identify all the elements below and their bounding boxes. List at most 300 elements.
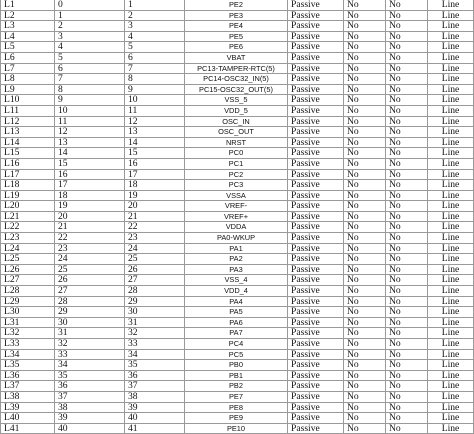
index-cell[interactable]: 24 bbox=[55, 254, 125, 264]
designator-cell[interactable]: L41 bbox=[0, 424, 55, 434]
electrical-type-cell[interactable]: Passive bbox=[288, 265, 344, 275]
pin-number-cell[interactable]: 26 bbox=[125, 265, 185, 275]
index-cell[interactable]: 1 bbox=[55, 11, 125, 21]
index-cell[interactable]: 27 bbox=[55, 286, 125, 296]
electrical-type-cell[interactable]: Passive bbox=[288, 170, 344, 180]
pin-number-cell[interactable]: 15 bbox=[125, 148, 185, 158]
pin-name-cell[interactable]: PA0-WKUP bbox=[185, 233, 288, 243]
shape-cell[interactable]: Line bbox=[428, 0, 474, 10]
hidden-cell[interactable]: No bbox=[344, 32, 386, 42]
pin-number-cell[interactable]: 17 bbox=[125, 170, 185, 180]
electrical-type-cell[interactable]: Passive bbox=[288, 148, 344, 158]
shape-cell[interactable]: Line bbox=[428, 254, 474, 264]
shape-cell[interactable]: Line bbox=[428, 413, 474, 423]
pin-number-cell[interactable]: 32 bbox=[125, 328, 185, 338]
designator-cell[interactable]: L27 bbox=[0, 275, 55, 285]
index-cell[interactable]: 2 bbox=[55, 21, 125, 31]
electrical-type-cell[interactable]: Passive bbox=[288, 424, 344, 434]
index-cell[interactable]: 10 bbox=[55, 106, 125, 116]
electrical-type-cell[interactable]: Passive bbox=[288, 297, 344, 307]
index-cell[interactable]: 28 bbox=[55, 297, 125, 307]
show-number-cell[interactable]: No bbox=[386, 11, 428, 21]
pin-name-cell[interactable]: PA7 bbox=[185, 328, 288, 338]
hidden-cell[interactable]: No bbox=[344, 180, 386, 190]
shape-cell[interactable]: Line bbox=[428, 201, 474, 211]
index-cell[interactable]: 30 bbox=[55, 318, 125, 328]
shape-cell[interactable]: Line bbox=[428, 21, 474, 31]
designator-cell[interactable]: L36 bbox=[0, 371, 55, 381]
show-number-cell[interactable]: No bbox=[386, 297, 428, 307]
pin-name-cell[interactable]: VDD_5 bbox=[185, 106, 288, 116]
shape-cell[interactable]: Line bbox=[428, 127, 474, 137]
pin-number-cell[interactable]: 31 bbox=[125, 318, 185, 328]
designator-cell[interactable]: L5 bbox=[0, 42, 55, 52]
electrical-type-cell[interactable]: Passive bbox=[288, 403, 344, 413]
electrical-type-cell[interactable]: Passive bbox=[288, 180, 344, 190]
show-number-cell[interactable]: No bbox=[386, 42, 428, 52]
electrical-type-cell[interactable]: Passive bbox=[288, 286, 344, 296]
shape-cell[interactable]: Line bbox=[428, 297, 474, 307]
show-number-cell[interactable]: No bbox=[386, 265, 428, 275]
pin-number-cell[interactable]: 12 bbox=[125, 117, 185, 127]
show-number-cell[interactable]: No bbox=[386, 360, 428, 370]
electrical-type-cell[interactable]: Passive bbox=[288, 85, 344, 95]
hidden-cell[interactable]: No bbox=[344, 413, 386, 423]
electrical-type-cell[interactable]: Passive bbox=[288, 413, 344, 423]
pin-number-cell[interactable]: 22 bbox=[125, 222, 185, 232]
pin-name-cell[interactable]: OSC_IN bbox=[185, 117, 288, 127]
index-cell[interactable]: 35 bbox=[55, 371, 125, 381]
shape-cell[interactable]: Line bbox=[428, 191, 474, 201]
electrical-type-cell[interactable]: Passive bbox=[288, 381, 344, 391]
pin-number-cell[interactable]: 38 bbox=[125, 392, 185, 402]
hidden-cell[interactable]: No bbox=[344, 233, 386, 243]
show-number-cell[interactable]: No bbox=[386, 339, 428, 349]
shape-cell[interactable]: Line bbox=[428, 286, 474, 296]
shape-cell[interactable]: Line bbox=[428, 180, 474, 190]
hidden-cell[interactable]: No bbox=[344, 371, 386, 381]
pin-name-cell[interactable]: PC4 bbox=[185, 339, 288, 349]
hidden-cell[interactable]: No bbox=[344, 275, 386, 285]
pin-number-cell[interactable]: 41 bbox=[125, 424, 185, 434]
shape-cell[interactable]: Line bbox=[428, 403, 474, 413]
index-cell[interactable]: 19 bbox=[55, 201, 125, 211]
pin-name-cell[interactable]: PC15-OSC32_OUT(5) bbox=[185, 85, 288, 95]
show-number-cell[interactable]: No bbox=[386, 138, 428, 148]
hidden-cell[interactable]: No bbox=[344, 265, 386, 275]
show-number-cell[interactable]: No bbox=[386, 328, 428, 338]
electrical-type-cell[interactable]: Passive bbox=[288, 11, 344, 21]
show-number-cell[interactable]: No bbox=[386, 233, 428, 243]
index-cell[interactable]: 29 bbox=[55, 307, 125, 317]
electrical-type-cell[interactable]: Passive bbox=[288, 127, 344, 137]
hidden-cell[interactable]: No bbox=[344, 170, 386, 180]
electrical-type-cell[interactable]: Passive bbox=[288, 95, 344, 105]
shape-cell[interactable]: Line bbox=[428, 53, 474, 63]
designator-cell[interactable]: L6 bbox=[0, 53, 55, 63]
hidden-cell[interactable]: No bbox=[344, 11, 386, 21]
hidden-cell[interactable]: No bbox=[344, 85, 386, 95]
electrical-type-cell[interactable]: Passive bbox=[288, 233, 344, 243]
electrical-type-cell[interactable]: Passive bbox=[288, 191, 344, 201]
hidden-cell[interactable]: No bbox=[344, 148, 386, 158]
pin-name-cell[interactable]: PE10 bbox=[185, 424, 288, 434]
shape-cell[interactable]: Line bbox=[428, 265, 474, 275]
index-cell[interactable]: 33 bbox=[55, 350, 125, 360]
index-cell[interactable]: 11 bbox=[55, 117, 125, 127]
hidden-cell[interactable]: No bbox=[344, 403, 386, 413]
electrical-type-cell[interactable]: Passive bbox=[288, 328, 344, 338]
shape-cell[interactable]: Line bbox=[428, 170, 474, 180]
designator-cell[interactable]: L19 bbox=[0, 191, 55, 201]
show-number-cell[interactable]: No bbox=[386, 307, 428, 317]
shape-cell[interactable]: Line bbox=[428, 85, 474, 95]
pin-name-cell[interactable]: PC14-OSC32_IN(5) bbox=[185, 74, 288, 84]
pin-number-cell[interactable]: 10 bbox=[125, 95, 185, 105]
pin-number-cell[interactable]: 30 bbox=[125, 307, 185, 317]
designator-cell[interactable]: L9 bbox=[0, 85, 55, 95]
pin-number-cell[interactable]: 9 bbox=[125, 85, 185, 95]
hidden-cell[interactable]: No bbox=[344, 254, 386, 264]
electrical-type-cell[interactable]: Passive bbox=[288, 392, 344, 402]
show-number-cell[interactable]: No bbox=[386, 371, 428, 381]
electrical-type-cell[interactable]: Passive bbox=[288, 201, 344, 211]
designator-cell[interactable]: L35 bbox=[0, 360, 55, 370]
hidden-cell[interactable]: No bbox=[344, 138, 386, 148]
hidden-cell[interactable]: No bbox=[344, 424, 386, 434]
electrical-type-cell[interactable]: Passive bbox=[288, 53, 344, 63]
shape-cell[interactable]: Line bbox=[428, 11, 474, 21]
designator-cell[interactable]: L12 bbox=[0, 117, 55, 127]
electrical-type-cell[interactable]: Passive bbox=[288, 21, 344, 31]
show-number-cell[interactable]: No bbox=[386, 64, 428, 74]
pin-name-cell[interactable]: PE8 bbox=[185, 403, 288, 413]
designator-cell[interactable]: L34 bbox=[0, 350, 55, 360]
hidden-cell[interactable]: No bbox=[344, 244, 386, 254]
pin-name-cell[interactable]: PC2 bbox=[185, 170, 288, 180]
index-cell[interactable]: 16 bbox=[55, 170, 125, 180]
index-cell[interactable]: 18 bbox=[55, 191, 125, 201]
index-cell[interactable]: 8 bbox=[55, 85, 125, 95]
electrical-type-cell[interactable]: Passive bbox=[288, 350, 344, 360]
pin-number-cell[interactable]: 29 bbox=[125, 297, 185, 307]
designator-cell[interactable]: L24 bbox=[0, 244, 55, 254]
pin-name-cell[interactable]: PE2 bbox=[185, 0, 288, 10]
index-cell[interactable]: 38 bbox=[55, 403, 125, 413]
shape-cell[interactable]: Line bbox=[428, 307, 474, 317]
hidden-cell[interactable]: No bbox=[344, 286, 386, 296]
show-number-cell[interactable]: No bbox=[386, 350, 428, 360]
show-number-cell[interactable]: No bbox=[386, 424, 428, 434]
designator-cell[interactable]: L31 bbox=[0, 318, 55, 328]
pin-name-cell[interactable]: VSS_4 bbox=[185, 275, 288, 285]
index-cell[interactable]: 0 bbox=[55, 0, 125, 10]
hidden-cell[interactable]: No bbox=[344, 360, 386, 370]
index-cell[interactable]: 9 bbox=[55, 95, 125, 105]
pin-name-cell[interactable]: VDD_4 bbox=[185, 286, 288, 296]
shape-cell[interactable]: Line bbox=[428, 42, 474, 52]
pin-number-cell[interactable]: 11 bbox=[125, 106, 185, 116]
shape-cell[interactable]: Line bbox=[428, 244, 474, 254]
shape-cell[interactable]: Line bbox=[428, 64, 474, 74]
electrical-type-cell[interactable]: Passive bbox=[288, 74, 344, 84]
index-cell[interactable]: 14 bbox=[55, 148, 125, 158]
show-number-cell[interactable]: No bbox=[386, 148, 428, 158]
pin-name-cell[interactable]: PE5 bbox=[185, 32, 288, 42]
pin-number-cell[interactable]: 20 bbox=[125, 201, 185, 211]
pin-number-cell[interactable]: 19 bbox=[125, 191, 185, 201]
index-cell[interactable]: 7 bbox=[55, 74, 125, 84]
electrical-type-cell[interactable]: Passive bbox=[288, 254, 344, 264]
hidden-cell[interactable]: No bbox=[344, 64, 386, 74]
pin-number-cell[interactable]: 13 bbox=[125, 127, 185, 137]
hidden-cell[interactable]: No bbox=[344, 318, 386, 328]
shape-cell[interactable]: Line bbox=[428, 275, 474, 285]
designator-cell[interactable]: L40 bbox=[0, 413, 55, 423]
pin-name-cell[interactable]: PE7 bbox=[185, 392, 288, 402]
show-number-cell[interactable]: No bbox=[386, 392, 428, 402]
pin-name-cell[interactable]: PA6 bbox=[185, 318, 288, 328]
pin-number-cell[interactable]: 4 bbox=[125, 32, 185, 42]
shape-cell[interactable]: Line bbox=[428, 32, 474, 42]
pin-number-cell[interactable]: 1 bbox=[125, 0, 185, 10]
pin-number-cell[interactable]: 21 bbox=[125, 212, 185, 222]
pin-name-cell[interactable]: PE6 bbox=[185, 42, 288, 52]
pin-name-cell[interactable]: PC0 bbox=[185, 148, 288, 158]
pin-number-cell[interactable]: 25 bbox=[125, 254, 185, 264]
pin-number-cell[interactable]: 16 bbox=[125, 159, 185, 169]
index-cell[interactable]: 3 bbox=[55, 32, 125, 42]
hidden-cell[interactable]: No bbox=[344, 212, 386, 222]
show-number-cell[interactable]: No bbox=[386, 212, 428, 222]
shape-cell[interactable]: Line bbox=[428, 392, 474, 402]
show-number-cell[interactable]: No bbox=[386, 127, 428, 137]
designator-cell[interactable]: L1 bbox=[0, 0, 55, 10]
pin-number-cell[interactable]: 8 bbox=[125, 74, 185, 84]
pin-number-cell[interactable]: 27 bbox=[125, 275, 185, 285]
shape-cell[interactable]: Line bbox=[428, 74, 474, 84]
electrical-type-cell[interactable]: Passive bbox=[288, 318, 344, 328]
designator-cell[interactable]: L28 bbox=[0, 286, 55, 296]
hidden-cell[interactable]: No bbox=[344, 350, 386, 360]
index-cell[interactable]: 21 bbox=[55, 222, 125, 232]
pin-name-cell[interactable]: PB2 bbox=[185, 381, 288, 391]
show-number-cell[interactable]: No bbox=[386, 254, 428, 264]
show-number-cell[interactable]: No bbox=[386, 201, 428, 211]
pin-number-cell[interactable]: 7 bbox=[125, 64, 185, 74]
hidden-cell[interactable]: No bbox=[344, 307, 386, 317]
hidden-cell[interactable]: No bbox=[344, 95, 386, 105]
designator-cell[interactable]: L8 bbox=[0, 74, 55, 84]
pin-name-cell[interactable]: PE9 bbox=[185, 413, 288, 423]
show-number-cell[interactable]: No bbox=[386, 85, 428, 95]
shape-cell[interactable]: Line bbox=[428, 138, 474, 148]
shape-cell[interactable]: Line bbox=[428, 117, 474, 127]
designator-cell[interactable]: L39 bbox=[0, 403, 55, 413]
designator-cell[interactable]: L23 bbox=[0, 233, 55, 243]
hidden-cell[interactable]: No bbox=[344, 0, 386, 10]
hidden-cell[interactable]: No bbox=[344, 127, 386, 137]
show-number-cell[interactable]: No bbox=[386, 53, 428, 63]
index-cell[interactable]: 31 bbox=[55, 328, 125, 338]
index-cell[interactable]: 26 bbox=[55, 275, 125, 285]
hidden-cell[interactable]: No bbox=[344, 381, 386, 391]
index-cell[interactable]: 5 bbox=[55, 53, 125, 63]
hidden-cell[interactable]: No bbox=[344, 297, 386, 307]
designator-cell[interactable]: L11 bbox=[0, 106, 55, 116]
pin-number-cell[interactable]: 5 bbox=[125, 42, 185, 52]
designator-cell[interactable]: L2 bbox=[0, 11, 55, 21]
electrical-type-cell[interactable]: Passive bbox=[288, 0, 344, 10]
electrical-type-cell[interactable]: Passive bbox=[288, 360, 344, 370]
hidden-cell[interactable]: No bbox=[344, 201, 386, 211]
pin-name-cell[interactable]: PA5 bbox=[185, 307, 288, 317]
show-number-cell[interactable]: No bbox=[386, 244, 428, 254]
hidden-cell[interactable]: No bbox=[344, 117, 386, 127]
designator-cell[interactable]: L3 bbox=[0, 21, 55, 31]
index-cell[interactable]: 34 bbox=[55, 360, 125, 370]
pin-number-cell[interactable]: 36 bbox=[125, 371, 185, 381]
designator-cell[interactable]: L25 bbox=[0, 254, 55, 264]
pin-name-cell[interactable]: PE4 bbox=[185, 21, 288, 31]
electrical-type-cell[interactable]: Passive bbox=[288, 159, 344, 169]
designator-cell[interactable]: L33 bbox=[0, 339, 55, 349]
show-number-cell[interactable]: No bbox=[386, 222, 428, 232]
shape-cell[interactable]: Line bbox=[428, 360, 474, 370]
designator-cell[interactable]: L26 bbox=[0, 265, 55, 275]
pin-name-cell[interactable]: OSC_OUT bbox=[185, 127, 288, 137]
show-number-cell[interactable]: No bbox=[386, 286, 428, 296]
electrical-type-cell[interactable]: Passive bbox=[288, 32, 344, 42]
pin-name-cell[interactable]: VBAT bbox=[185, 53, 288, 63]
designator-cell[interactable]: L37 bbox=[0, 381, 55, 391]
electrical-type-cell[interactable]: Passive bbox=[288, 371, 344, 381]
designator-cell[interactable]: L13 bbox=[0, 127, 55, 137]
pin-name-cell[interactable]: NRST bbox=[185, 138, 288, 148]
pin-name-cell[interactable]: PA1 bbox=[185, 244, 288, 254]
designator-cell[interactable]: L17 bbox=[0, 170, 55, 180]
show-number-cell[interactable]: No bbox=[386, 95, 428, 105]
hidden-cell[interactable]: No bbox=[344, 328, 386, 338]
electrical-type-cell[interactable]: Passive bbox=[288, 106, 344, 116]
pin-number-cell[interactable]: 6 bbox=[125, 53, 185, 63]
show-number-cell[interactable]: No bbox=[386, 170, 428, 180]
index-cell[interactable]: 32 bbox=[55, 339, 125, 349]
shape-cell[interactable]: Line bbox=[428, 222, 474, 232]
show-number-cell[interactable]: No bbox=[386, 191, 428, 201]
designator-cell[interactable]: L30 bbox=[0, 307, 55, 317]
index-cell[interactable]: 25 bbox=[55, 265, 125, 275]
pin-name-cell[interactable]: PC1 bbox=[185, 159, 288, 169]
shape-cell[interactable]: Line bbox=[428, 350, 474, 360]
pin-name-cell[interactable]: VDDA bbox=[185, 222, 288, 232]
shape-cell[interactable]: Line bbox=[428, 371, 474, 381]
pin-name-cell[interactable]: PA2 bbox=[185, 254, 288, 264]
pin-name-cell[interactable]: PE3 bbox=[185, 11, 288, 21]
shape-cell[interactable]: Line bbox=[428, 424, 474, 434]
hidden-cell[interactable]: No bbox=[344, 21, 386, 31]
designator-cell[interactable]: L38 bbox=[0, 392, 55, 402]
pin-name-cell[interactable]: PC3 bbox=[185, 180, 288, 190]
show-number-cell[interactable]: No bbox=[386, 21, 428, 31]
show-number-cell[interactable]: No bbox=[386, 32, 428, 42]
show-number-cell[interactable]: No bbox=[386, 106, 428, 116]
designator-cell[interactable]: L16 bbox=[0, 159, 55, 169]
designator-cell[interactable]: L18 bbox=[0, 180, 55, 190]
hidden-cell[interactable]: No bbox=[344, 191, 386, 201]
pin-name-cell[interactable]: PB0 bbox=[185, 360, 288, 370]
pin-name-cell[interactable]: VREF- bbox=[185, 201, 288, 211]
designator-cell[interactable]: L21 bbox=[0, 212, 55, 222]
shape-cell[interactable]: Line bbox=[428, 212, 474, 222]
electrical-type-cell[interactable]: Passive bbox=[288, 275, 344, 285]
electrical-type-cell[interactable]: Passive bbox=[288, 64, 344, 74]
electrical-type-cell[interactable]: Passive bbox=[288, 117, 344, 127]
index-cell[interactable]: 17 bbox=[55, 180, 125, 190]
pin-number-cell[interactable]: 33 bbox=[125, 339, 185, 349]
index-cell[interactable]: 39 bbox=[55, 413, 125, 423]
index-cell[interactable]: 20 bbox=[55, 212, 125, 222]
hidden-cell[interactable]: No bbox=[344, 42, 386, 52]
shape-cell[interactable]: Line bbox=[428, 318, 474, 328]
shape-cell[interactable]: Line bbox=[428, 381, 474, 391]
designator-cell[interactable]: L32 bbox=[0, 328, 55, 338]
pin-number-cell[interactable]: 24 bbox=[125, 244, 185, 254]
electrical-type-cell[interactable]: Passive bbox=[288, 42, 344, 52]
pin-name-cell[interactable]: PA4 bbox=[185, 297, 288, 307]
shape-cell[interactable]: Line bbox=[428, 106, 474, 116]
pin-number-cell[interactable]: 35 bbox=[125, 360, 185, 370]
electrical-type-cell[interactable]: Passive bbox=[288, 222, 344, 232]
pin-number-cell[interactable]: 40 bbox=[125, 413, 185, 423]
show-number-cell[interactable]: No bbox=[386, 0, 428, 10]
index-cell[interactable]: 22 bbox=[55, 233, 125, 243]
show-number-cell[interactable]: No bbox=[386, 275, 428, 285]
pin-name-cell[interactable]: PA3 bbox=[185, 265, 288, 275]
electrical-type-cell[interactable]: Passive bbox=[288, 212, 344, 222]
pin-name-cell[interactable]: PC5 bbox=[185, 350, 288, 360]
designator-cell[interactable]: L22 bbox=[0, 222, 55, 232]
index-cell[interactable]: 12 bbox=[55, 127, 125, 137]
designator-cell[interactable]: L7 bbox=[0, 64, 55, 74]
electrical-type-cell[interactable]: Passive bbox=[288, 244, 344, 254]
shape-cell[interactable]: Line bbox=[428, 159, 474, 169]
index-cell[interactable]: 13 bbox=[55, 138, 125, 148]
show-number-cell[interactable]: No bbox=[386, 74, 428, 84]
electrical-type-cell[interactable]: Passive bbox=[288, 307, 344, 317]
hidden-cell[interactable]: No bbox=[344, 159, 386, 169]
index-cell[interactable]: 4 bbox=[55, 42, 125, 52]
pin-number-cell[interactable]: 34 bbox=[125, 350, 185, 360]
designator-cell[interactable]: L20 bbox=[0, 201, 55, 211]
shape-cell[interactable]: Line bbox=[428, 95, 474, 105]
index-cell[interactable]: 36 bbox=[55, 381, 125, 391]
pin-number-cell[interactable]: 14 bbox=[125, 138, 185, 148]
show-number-cell[interactable]: No bbox=[386, 381, 428, 391]
designator-cell[interactable]: L14 bbox=[0, 138, 55, 148]
hidden-cell[interactable]: No bbox=[344, 222, 386, 232]
index-cell[interactable]: 23 bbox=[55, 244, 125, 254]
index-cell[interactable]: 37 bbox=[55, 392, 125, 402]
show-number-cell[interactable]: No bbox=[386, 403, 428, 413]
index-cell[interactable]: 15 bbox=[55, 159, 125, 169]
pin-number-cell[interactable]: 2 bbox=[125, 11, 185, 21]
designator-cell[interactable]: L29 bbox=[0, 297, 55, 307]
pin-name-cell[interactable]: VSSA bbox=[185, 191, 288, 201]
pin-number-cell[interactable]: 3 bbox=[125, 21, 185, 31]
pin-number-cell[interactable]: 37 bbox=[125, 381, 185, 391]
hidden-cell[interactable]: No bbox=[344, 106, 386, 116]
